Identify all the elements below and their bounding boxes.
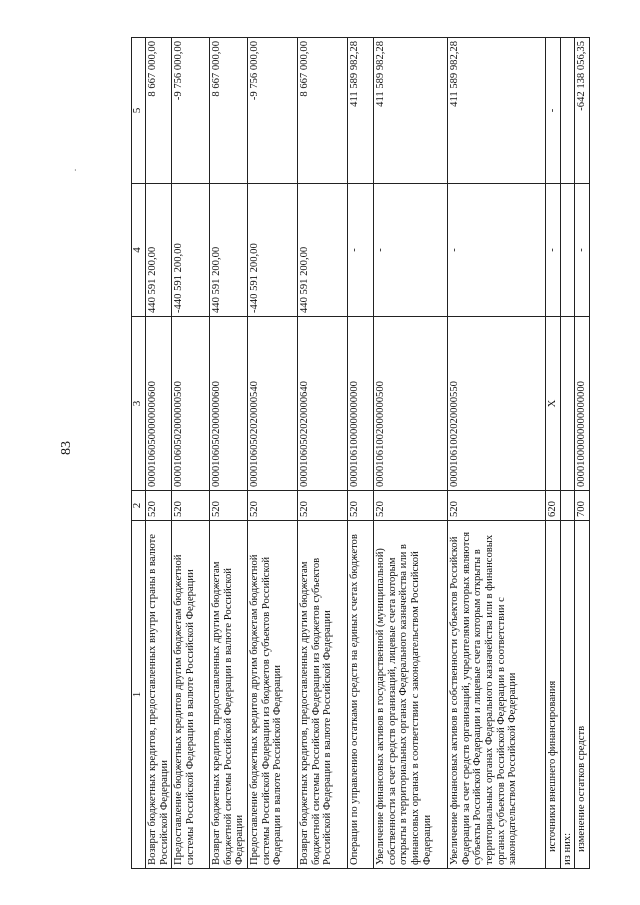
row-budget-code: 00001060500000000600 bbox=[146, 317, 172, 491]
scan-dot: · bbox=[74, 166, 77, 175]
row-budget-code: 00001061002000000500 bbox=[374, 317, 448, 491]
row-line-code: 520 bbox=[248, 491, 298, 521]
row-sum-2: -9 756 000,00 bbox=[248, 38, 298, 184]
row-sum-2 bbox=[560, 38, 575, 184]
financing-sources-table bbox=[131, 37, 590, 869]
row-budget-code: 00001060502020000540 bbox=[248, 317, 298, 491]
row-budget-code: 00001061000000000000 bbox=[348, 317, 374, 491]
col-header-5: 5 bbox=[132, 38, 146, 184]
row-sum-1: -440 591 200,00 bbox=[172, 184, 210, 317]
row-name: Предоставление бюджетных кредитов другим бюджетам бюджетной системы Российской Федерации в валюте Российской Федерации bbox=[172, 521, 210, 869]
row-line-code: 700 bbox=[575, 491, 590, 521]
row-budget-code: 00001060502020000640 bbox=[298, 317, 348, 491]
col-header-1: 1 bbox=[132, 521, 146, 869]
row-sum-1: 440 591 200,00 bbox=[298, 184, 348, 317]
row-sum-2: 8 667 000,00 bbox=[298, 38, 348, 184]
row-name: Операции по управлению остатками средств на единых счетах бюджетов bbox=[348, 521, 374, 869]
row-sum-1: 440 591 200,00 bbox=[210, 184, 248, 317]
row-budget-code: 00001061002020000550 bbox=[448, 317, 546, 491]
row-name: изменение остатков средств bbox=[575, 521, 590, 869]
row-sum-2: 411 589 982,28 bbox=[348, 38, 374, 184]
row-sum-2: - bbox=[546, 38, 561, 184]
row-budget-code: 00001000000000000000 bbox=[575, 317, 590, 491]
table-row bbox=[575, 38, 590, 869]
table-row bbox=[210, 38, 248, 869]
row-budget-code: X bbox=[546, 317, 561, 491]
row-name: Увеличение финансовых активов в собственности субъектов Российской Федерации за счет средств организаций, учредителями которых являются субъекты Российской Федерации и лицевые счета которым открыты в территориальных органах Федерального казначейства или в финансовых органах субъектов Российской Федерации в соответствии с законодательством Российской Федерации bbox=[448, 521, 546, 869]
table-row bbox=[560, 38, 575, 869]
table-row bbox=[448, 38, 546, 869]
row-sum-1 bbox=[560, 184, 575, 317]
row-name: Увеличение финансовых активов в государственной (муниципальной) собственности за счет средств организаций, лицевые счета которым открыты в территориальных органах Федерального казначейства или в финансовых органах в соответствии с законодательством Российской Федерации bbox=[374, 521, 448, 869]
row-sum-2: 8 667 000,00 bbox=[146, 38, 172, 184]
col-header-3: 3 bbox=[132, 317, 146, 491]
table-row bbox=[374, 38, 448, 869]
row-name: Возврат бюджетных кредитов, предоставленных другим бюджетам бюджетной системы Российской Федерации из бюджетов субъектов Российской Федерации в валюте Российской Федерации bbox=[298, 521, 348, 869]
row-sum-2: 411 589 982,28 bbox=[448, 38, 546, 184]
row-line-code: 520 bbox=[448, 491, 546, 521]
row-sum-2: 8 667 000,00 bbox=[210, 38, 248, 184]
row-sum-1: - bbox=[575, 184, 590, 317]
row-sum-1: - bbox=[374, 184, 448, 317]
row-name: Возврат бюджетных кредитов, предоставленных другим бюджетам бюджетной системы Российской Федерации в валюте Российской Федерации bbox=[210, 521, 248, 869]
row-line-code: 520 bbox=[298, 491, 348, 521]
row-line-code: 520 bbox=[348, 491, 374, 521]
row-sum-1: - bbox=[448, 184, 546, 317]
row-name: источники внешнего финансирования bbox=[546, 521, 561, 869]
table-row bbox=[546, 38, 561, 869]
row-line-code bbox=[560, 491, 575, 521]
row-name: Возврат бюджетных кредитов, предоставленных внутри страны в валюте Российской Федерации bbox=[146, 521, 172, 869]
row-sum-2: 411 589 982,28 bbox=[374, 38, 448, 184]
row-sum-1: 440 591 200,00 bbox=[146, 184, 172, 317]
table-row bbox=[146, 38, 172, 869]
row-line-code: 620 bbox=[546, 491, 561, 521]
row-sum-2: -642 138 056,35 bbox=[575, 38, 590, 184]
row-line-code: 520 bbox=[146, 491, 172, 521]
col-header-2: 2 bbox=[132, 491, 146, 521]
row-name: из них: bbox=[560, 521, 575, 869]
row-sum-2: -9 756 000,00 bbox=[172, 38, 210, 184]
rotated-table-container bbox=[131, 38, 631, 869]
row-sum-1: - bbox=[546, 184, 561, 317]
row-line-code: 520 bbox=[172, 491, 210, 521]
row-sum-1: -440 591 200,00 bbox=[248, 184, 298, 317]
row-budget-code bbox=[560, 317, 575, 491]
row-sum-1: - bbox=[348, 184, 374, 317]
column-header-row bbox=[132, 38, 146, 869]
table-row bbox=[348, 38, 374, 869]
col-header-4: 4 bbox=[132, 184, 146, 317]
table-row bbox=[172, 38, 210, 869]
row-budget-code: 00001060502000000600 bbox=[210, 317, 248, 491]
page-number: 83 bbox=[59, 441, 74, 455]
row-line-code: 520 bbox=[210, 491, 248, 521]
table-row bbox=[248, 38, 298, 869]
row-budget-code: 00001060502000000500 bbox=[172, 317, 210, 491]
row-line-code: 520 bbox=[374, 491, 448, 521]
row-name: Предоставление бюджетных кредитов другим бюджетам бюджетной системы Российской Федерации из бюджетов субъектов Российской Федерации в валюте Российской Федерации bbox=[248, 521, 298, 869]
table-row bbox=[298, 38, 348, 869]
